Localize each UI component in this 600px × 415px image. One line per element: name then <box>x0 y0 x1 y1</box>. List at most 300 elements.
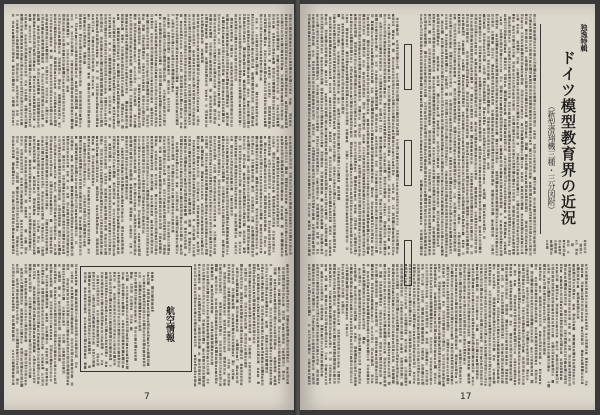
text-glyph-mark <box>88 239 91 241</box>
text-glyph-mark <box>20 384 23 387</box>
text-glyph-mark <box>79 84 81 87</box>
text-glyph-mark <box>41 158 44 160</box>
text-glyph-mark <box>46 170 48 173</box>
text-glyph-mark <box>226 181 228 184</box>
text-glyph-mark <box>163 165 165 168</box>
text-glyph-mark <box>41 330 43 332</box>
text-glyph-mark <box>272 89 275 92</box>
text-glyph-mark <box>180 58 183 60</box>
text-glyph-mark <box>79 173 81 175</box>
text-glyph-mark <box>50 164 53 166</box>
text-glyph-mark <box>83 201 85 204</box>
text-glyph-mark <box>58 97 61 99</box>
text-glyph-mark <box>121 184 124 187</box>
text-glyph-mark <box>256 92 259 95</box>
text-glyph-mark <box>104 244 107 247</box>
text-glyph-mark <box>201 227 203 230</box>
text-glyph-mark <box>83 221 85 223</box>
text-glyph-mark <box>222 30 224 32</box>
text-glyph-mark <box>16 253 19 255</box>
text-glyph-mark <box>16 100 18 103</box>
text-glyph-mark <box>155 47 157 49</box>
text-glyph-mark <box>58 245 60 248</box>
text-glyph-mark <box>214 52 216 54</box>
text-glyph-mark <box>58 72 60 75</box>
text-glyph-mark <box>142 54 144 56</box>
text-glyph-mark <box>125 144 127 146</box>
text-glyph-mark <box>41 303 43 305</box>
text-glyph-mark <box>289 23 292 25</box>
text-glyph-mark <box>256 181 259 184</box>
text-glyph-mark <box>205 90 207 92</box>
text-glyph-mark <box>202 380 204 382</box>
text-glyph-mark <box>277 208 279 211</box>
text-glyph-mark <box>193 174 196 177</box>
text-glyph-mark <box>272 169 274 172</box>
text-glyph-mark <box>88 58 91 60</box>
text-glyph-mark <box>113 92 115 95</box>
text-glyph-mark <box>232 369 234 372</box>
text-glyph-mark <box>75 103 78 105</box>
text-glyph-mark <box>184 82 186 85</box>
text-glyph-mark <box>121 154 123 156</box>
text-glyph-mark <box>12 183 14 185</box>
text-glyph-mark <box>33 328 36 331</box>
text-glyph-mark <box>138 139 140 142</box>
text-glyph-mark <box>176 99 178 102</box>
text-glyph-mark <box>71 173 74 175</box>
text-glyph-mark <box>226 53 229 56</box>
text-glyph-mark <box>268 241 270 243</box>
text-glyph-mark <box>41 206 43 209</box>
text-glyph-mark <box>188 224 191 227</box>
text-glyph-mark <box>264 33 266 36</box>
text-glyph-mark <box>236 326 238 329</box>
text-glyph-mark <box>232 328 235 331</box>
text-glyph-mark <box>67 29 70 32</box>
text-glyph-mark <box>104 225 107 227</box>
text-glyph-mark <box>50 237 53 240</box>
text-glyph-mark <box>201 191 203 193</box>
text-glyph-mark <box>167 204 169 206</box>
text-glyph-mark <box>247 79 250 81</box>
text-glyph-mark <box>104 52 107 55</box>
text-glyph-mark <box>29 323 32 326</box>
text-glyph-mark <box>50 123 53 126</box>
text-glyph-mark <box>71 178 74 181</box>
text-glyph-mark <box>146 183 148 186</box>
text-glyph-mark <box>25 34 27 36</box>
text-glyph-mark <box>163 17 166 20</box>
text-glyph-mark <box>277 218 280 220</box>
text-glyph-mark <box>205 243 207 245</box>
text-glyph-mark <box>211 264 213 266</box>
text-glyph-mark <box>20 234 22 237</box>
text-glyph-mark <box>222 117 225 119</box>
text-glyph-mark <box>88 194 90 197</box>
text-glyph-mark <box>37 191 39 193</box>
text-glyph-mark <box>180 52 182 54</box>
text-glyph-mark <box>235 158 238 161</box>
text-glyph-mark <box>151 123 153 126</box>
text-glyph-mark <box>211 274 214 277</box>
text-glyph-mark <box>20 223 22 225</box>
text-glyph-mark <box>243 108 245 111</box>
text-glyph-mark <box>251 31 254 33</box>
text-glyph-mark <box>37 300 40 302</box>
text-glyph-mark <box>289 252 292 254</box>
text-glyph-mark <box>142 28 144 31</box>
text-glyph-mark <box>180 122 182 125</box>
text-glyph-mark <box>16 71 18 74</box>
text-glyph-mark <box>232 318 234 321</box>
text-glyph-mark <box>163 252 165 255</box>
text-glyph-mark <box>256 211 258 214</box>
text-glyph-mark <box>58 308 61 311</box>
text-glyph-mark <box>58 136 60 138</box>
text-glyph-mark <box>92 48 94 50</box>
text-glyph-mark <box>188 39 191 42</box>
text-glyph-mark <box>207 382 210 384</box>
text-glyph-mark <box>67 360 69 363</box>
text-glyph-mark <box>251 22 253 24</box>
text-glyph-mark <box>239 197 241 200</box>
text-glyph-mark <box>167 193 169 196</box>
text-glyph-mark <box>155 208 157 210</box>
text-glyph-mark <box>33 335 35 338</box>
text-glyph-mark <box>138 221 140 224</box>
text-glyph-mark <box>12 271 15 274</box>
text-glyph-mark <box>222 113 225 116</box>
text-glyph-mark <box>235 55 237 57</box>
text-glyph-mark <box>33 85 35 88</box>
text-glyph-mark <box>256 51 259 53</box>
text-glyph-mark <box>184 75 186 78</box>
text-glyph-mark <box>180 150 182 152</box>
text-glyph-mark <box>33 231 36 233</box>
text-glyph-mark <box>188 87 191 89</box>
text-glyph-mark <box>134 159 136 161</box>
text-glyph-mark <box>268 50 271 52</box>
text-glyph-mark <box>71 144 73 146</box>
text-glyph-mark <box>130 229 132 232</box>
text-glyph-mark <box>180 234 183 237</box>
text-glyph-mark <box>214 241 216 243</box>
text-glyph-mark <box>151 18 153 20</box>
text-glyph-mark <box>214 49 217 51</box>
text-glyph-mark <box>207 302 210 304</box>
text-glyph-mark <box>71 300 73 303</box>
text-glyph-mark <box>113 42 115 44</box>
text-glyph-mark <box>222 190 225 192</box>
text-glyph-mark <box>205 65 207 68</box>
text-glyph-mark <box>281 251 284 253</box>
text-glyph-mark <box>264 206 267 209</box>
text-glyph-mark <box>272 25 274 28</box>
text-glyph-mark <box>54 142 56 144</box>
text-glyph-mark <box>207 288 209 290</box>
text-glyph-mark <box>134 189 136 191</box>
text-glyph-mark <box>205 83 208 86</box>
text-glyph-mark <box>151 237 153 239</box>
text-glyph-mark <box>230 108 233 111</box>
text-glyph-mark <box>67 251 69 253</box>
text-glyph-mark <box>113 99 115 101</box>
text-glyph-mark <box>20 355 23 357</box>
text-glyph-mark <box>54 358 56 361</box>
text-glyph-mark <box>33 205 35 208</box>
text-glyph-mark <box>41 67 44 69</box>
text-glyph-mark <box>260 37 262 39</box>
text-glyph-mark <box>236 355 238 358</box>
text-glyph-mark <box>167 190 170 192</box>
text-glyph-mark <box>25 237 27 239</box>
text-glyph-mark <box>41 383 43 386</box>
text-glyph-mark <box>100 120 103 123</box>
text-glyph-mark <box>100 97 102 100</box>
text-glyph-mark <box>92 25 95 27</box>
text-glyph-mark <box>207 353 209 355</box>
text-glyph-mark <box>235 245 237 248</box>
text-glyph-mark <box>202 331 204 334</box>
text-glyph-mark <box>272 100 275 103</box>
text-glyph-mark <box>198 359 200 362</box>
text-glyph-mark <box>260 179 262 181</box>
text-glyph-mark <box>75 35 77 38</box>
text-glyph-mark <box>75 197 78 199</box>
text-glyph-mark <box>180 196 183 199</box>
text-glyph-mark <box>20 210 23 213</box>
text-glyph-mark <box>228 383 230 385</box>
text-glyph-mark <box>209 89 211 92</box>
text-glyph-mark <box>96 223 99 225</box>
text-glyph-mark <box>218 114 220 117</box>
text-glyph-mark <box>159 75 162 78</box>
text-glyph-mark <box>197 182 200 185</box>
text-glyph-mark <box>184 246 187 249</box>
text-glyph-mark <box>54 140 56 142</box>
text-glyph-mark <box>67 247 69 250</box>
text-glyph-mark <box>226 221 228 224</box>
text-glyph-mark <box>29 271 31 273</box>
text-glyph-mark <box>41 213 44 216</box>
text-glyph-mark <box>25 52 28 54</box>
text-glyph-mark <box>33 209 36 212</box>
text-glyph-mark <box>226 30 229 32</box>
text-glyph-mark <box>109 75 111 77</box>
text-glyph-mark <box>239 33 241 35</box>
text-glyph-mark <box>277 184 280 187</box>
text-glyph-mark <box>41 203 43 206</box>
text-glyph-mark <box>54 330 57 333</box>
text-glyph-mark <box>172 41 175 44</box>
text-glyph-mark <box>230 120 232 123</box>
text-glyph-mark <box>146 230 149 232</box>
text-glyph-mark <box>92 80 94 83</box>
text-glyph-mark <box>50 26 52 29</box>
text-glyph-mark <box>100 66 103 68</box>
text-glyph-mark <box>71 359 73 362</box>
text-glyph-mark <box>226 50 228 52</box>
text-glyph-mark <box>167 139 169 141</box>
text-glyph-mark <box>121 116 123 118</box>
text-glyph-mark <box>215 276 217 279</box>
text-glyph-mark <box>117 139 119 141</box>
text-glyph-mark <box>159 56 162 58</box>
text-glyph-mark <box>172 26 175 28</box>
text-glyph-mark <box>194 322 197 324</box>
text-glyph-mark <box>151 187 153 190</box>
text-glyph-mark <box>16 161 19 163</box>
text-glyph-mark <box>113 53 116 56</box>
text-glyph-mark <box>71 200 73 202</box>
text-glyph-mark <box>37 381 39 384</box>
text-glyph-mark <box>62 53 64 56</box>
text-glyph-mark <box>244 288 247 290</box>
text-glyph-mark <box>268 237 271 240</box>
text-glyph-mark <box>272 212 275 214</box>
text-glyph-mark <box>46 18 49 21</box>
text-glyph-mark <box>193 211 195 214</box>
text-glyph-mark <box>223 340 226 342</box>
text-glyph-mark <box>226 59 229 61</box>
text-glyph-mark <box>29 290 32 292</box>
text-glyph-mark <box>226 214 228 216</box>
text-glyph-mark <box>218 111 221 113</box>
text-glyph-mark <box>272 44 274 47</box>
text-glyph-mark <box>247 240 250 243</box>
text-glyph-mark <box>83 45 85 48</box>
text-glyph-mark <box>232 335 235 338</box>
text-glyph-mark <box>117 160 119 162</box>
text-glyph-mark <box>226 217 229 220</box>
text-glyph-mark <box>50 359 53 362</box>
text-glyph-mark <box>239 148 242 150</box>
text-glyph-mark <box>50 307 53 309</box>
text-glyph-mark <box>146 38 149 40</box>
text-glyph-mark <box>50 366 52 368</box>
text-glyph-mark <box>222 56 224 58</box>
text-glyph-mark <box>54 294 56 297</box>
text-glyph-mark <box>219 292 222 294</box>
text-glyph-mark <box>239 21 241 24</box>
text-glyph-mark <box>289 163 291 166</box>
text-glyph-mark <box>146 125 148 128</box>
text-glyph-mark <box>58 215 61 217</box>
text-glyph-mark <box>201 27 203 29</box>
text-glyph-mark <box>67 372 70 375</box>
text-glyph-mark <box>88 202 90 205</box>
text-glyph-mark <box>240 354 242 356</box>
text-glyph-mark <box>62 155 65 158</box>
text-glyph-mark <box>20 329 23 331</box>
text-glyph-mark <box>205 21 208 23</box>
text-glyph-mark <box>130 87 132 89</box>
text-glyph-mark <box>172 80 175 82</box>
text-glyph-mark <box>104 159 106 162</box>
text-glyph-mark <box>260 24 262 26</box>
text-glyph-mark <box>62 63 64 66</box>
text-glyph-mark <box>71 220 74 222</box>
text-glyph-mark <box>167 32 169 34</box>
text-glyph-mark <box>37 373 39 376</box>
text-glyph-mark <box>232 288 235 291</box>
text-glyph-mark <box>176 68 178 70</box>
text-glyph-mark <box>163 35 166 38</box>
text-glyph-mark <box>201 161 204 163</box>
text-glyph-mark <box>247 89 249 91</box>
text-glyph-mark <box>214 143 216 145</box>
text-glyph-mark <box>222 171 225 174</box>
text-glyph-mark <box>67 376 70 379</box>
text-glyph-mark <box>232 355 235 357</box>
text-glyph-mark <box>16 68 18 71</box>
text-glyph-mark <box>12 40 14 42</box>
text-glyph-mark <box>180 89 182 92</box>
text-glyph-mark <box>113 20 115 23</box>
text-glyph-mark <box>29 343 32 346</box>
text-glyph-mark <box>83 204 86 207</box>
text-glyph-mark <box>58 49 61 51</box>
text-glyph-mark <box>62 112 64 114</box>
text-glyph-mark <box>54 347 57 350</box>
text-glyph-mark <box>256 227 258 230</box>
text-glyph-mark <box>142 200 144 202</box>
text-glyph-mark <box>75 343 77 346</box>
text-glyph-mark <box>228 362 231 364</box>
text-glyph-mark <box>16 195 18 198</box>
text-glyph-mark <box>58 343 60 346</box>
text-glyph-mark <box>244 275 247 277</box>
text-glyph-mark <box>176 192 178 195</box>
text-glyph-mark <box>223 282 225 284</box>
text-glyph-mark <box>121 199 124 201</box>
text-glyph-mark <box>130 74 132 77</box>
text-glyph-mark <box>240 297 243 299</box>
text-glyph-mark <box>146 96 149 98</box>
text-glyph-mark <box>226 119 228 121</box>
text-glyph-mark <box>62 245 64 248</box>
text-glyph-mark <box>20 22 22 24</box>
text-glyph-mark <box>222 83 225 86</box>
text-glyph-mark <box>277 214 279 217</box>
text-glyph-mark <box>226 155 228 158</box>
text-glyph-mark <box>285 50 288 53</box>
text-glyph-mark <box>243 88 246 90</box>
text-glyph-mark <box>25 17 28 20</box>
text-glyph-mark <box>218 183 220 185</box>
text-glyph-mark <box>163 75 166 78</box>
text-glyph-mark <box>281 152 284 155</box>
text-glyph-mark <box>197 68 200 71</box>
text-glyph-mark <box>54 218 57 221</box>
text-glyph-mark <box>75 283 77 285</box>
text-glyph-mark <box>104 182 107 184</box>
text-glyph-mark <box>256 195 258 198</box>
text-glyph-mark <box>167 84 170 86</box>
text-glyph-mark <box>138 84 141 87</box>
text-glyph-mark <box>281 63 284 66</box>
text-glyph-mark <box>25 71 27 73</box>
text-glyph-mark <box>54 96 56 99</box>
text-glyph-mark <box>16 123 18 126</box>
text-glyph-mark <box>142 89 144 91</box>
text-glyph-mark <box>272 180 275 183</box>
text-glyph-mark <box>67 43 70 46</box>
text-glyph-mark <box>201 17 203 20</box>
text-glyph-mark <box>50 310 52 312</box>
text-glyph-mark <box>260 182 262 184</box>
